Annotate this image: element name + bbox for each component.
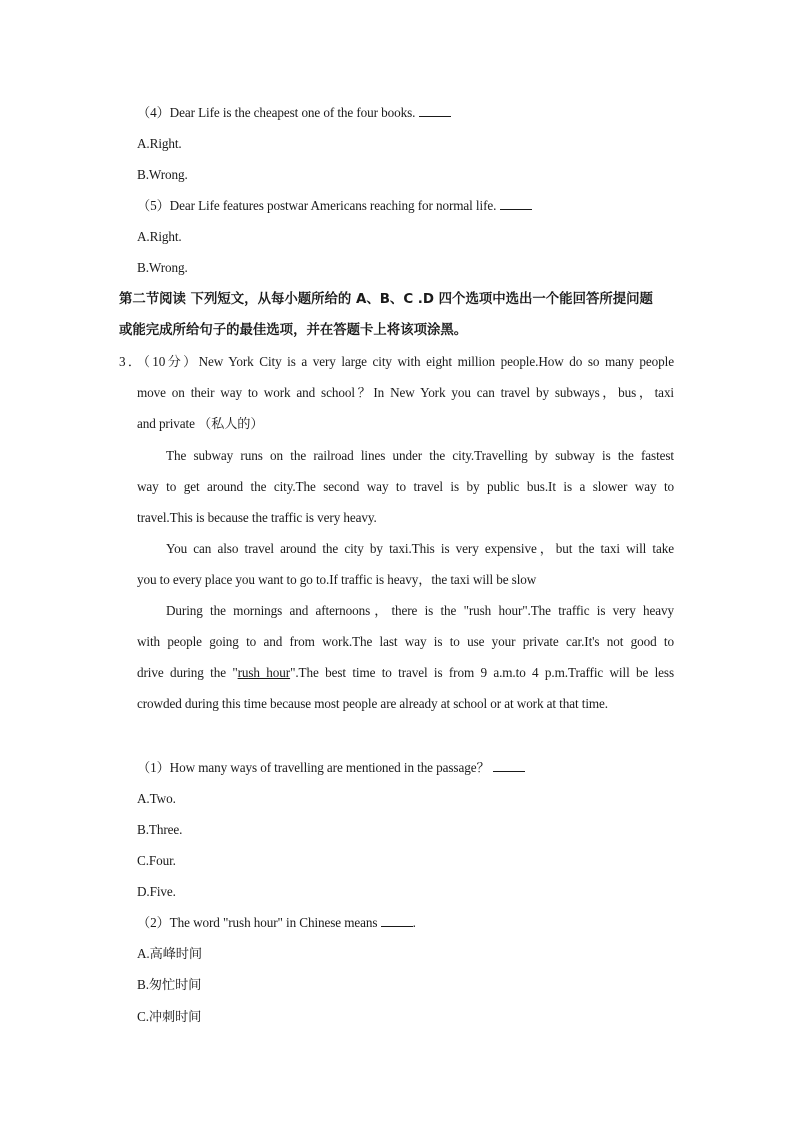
q2-option-c: C.冲刺时间: [137, 1009, 202, 1024]
passage-line-10: with people going to and from work.The last way is to use your private car.It's not good to: [137, 634, 674, 649]
underlined-term: rush hour: [237, 665, 291, 680]
q4-stem: （4）Dear Life is the cheapest one of the four books.: [137, 103, 674, 123]
answer-blank: [419, 104, 451, 117]
q1-option-d: D.Five.: [137, 884, 176, 899]
answer-blank: [381, 914, 413, 927]
section-instruction-line2: 或能完成所给句子的最佳选项，并在答题卡上将该项涂黑。: [119, 323, 468, 338]
q1-option-a: A.Two.: [137, 791, 176, 806]
passage-line-11: drive during the "rush hour".The best time to travel is from 9 a.m.to 4 p.m.Traffic will be less: [137, 665, 674, 680]
answer-blank: [493, 759, 525, 772]
passage-line-4: The subway runs on the railroad lines under the city.Travelling by subway is the fastest: [166, 448, 674, 463]
section-instruction-line1: 第二节阅读 下列短文，从每小题所给的 A、B、C .D 四个选项中选出一个能回答所提问题: [119, 292, 653, 307]
q5-option-a: A.Right.: [137, 229, 182, 244]
q4-option-b: B.Wrong.: [137, 167, 188, 182]
q4-option-a: A.Right.: [137, 136, 182, 151]
q1-option-b: B.Three.: [137, 822, 183, 837]
q2-option-b: B.匆忙时间: [137, 977, 202, 992]
passage-line-9: During the mornings and afternoons，there is the "rush hour".The traffic is very heavy: [166, 603, 674, 618]
passage-line-8: you to every place you want to go to.If traffic is heavy，the taxi will be slow: [137, 572, 537, 587]
q5-stem: （5）Dear Life features postwar Americans reaching for normal life.: [137, 196, 674, 216]
passage-line-7: You can also travel around the city by taxi.This is very expensive，but the taxi will take: [166, 541, 674, 556]
passage-line-1: 3．（10分）New York City is a very large city with eight million people.How do so many people: [119, 354, 674, 369]
q5-option-b: B.Wrong.: [137, 260, 188, 275]
answer-blank: [500, 197, 532, 210]
passage-line-6: travel.This is because the traffic is very heavy.: [137, 510, 377, 525]
passage-line-3: and private （私人的）: [137, 416, 264, 431]
q2-stem: （2）The word "rush hour" in Chinese means .: [137, 915, 416, 930]
q1-option-c: C.Four.: [137, 853, 176, 868]
passage-line-5: way to get around the city.The second way to travel is by public bus.It is a slower way to: [137, 479, 674, 494]
q1-stem: （1）How many ways of travelling are mentioned in the passage？: [137, 758, 674, 778]
passage-line-12: crowded during this time because most people are already at school or at work at that time.: [137, 696, 608, 711]
q2-option-a: A.高峰时间: [137, 946, 202, 961]
passage-line-2: move on their way to work and school？In New York you can travel by subways，bus，taxi: [137, 385, 674, 400]
